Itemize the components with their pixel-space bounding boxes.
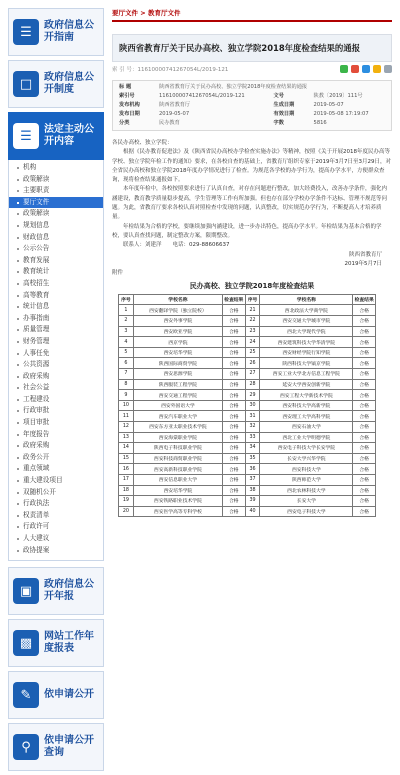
table-cell: 合格: [353, 496, 376, 507]
sidebar-head-label: 依申请公开: [44, 689, 94, 701]
table-cell: 合格: [353, 358, 376, 369]
table-cell: 34: [245, 443, 260, 454]
table-cell: 21: [245, 305, 260, 316]
body-paragraph: 本年度年检中，各校按照要求进行了认真自查，对存在问题进行整改，加大经费投入，改善办学条件，强化内涵建设，教育教学质量稳步提高，学生管理等工作有所加强。但也存在部分学校办学条件不达标、管理不规范等问题。为此，省教育厅要求各校认真对照检查中发现的问题，认真整改，切实规范办学行为，不断提高人才培养质量。: [112, 186, 388, 221]
body-paragraph: 年检结果为合格的学校，要继续加强内涵建设，进一步办出特色，提高办学水平。年检结果为基本合格的学校，要认真查找问题，制定整改方案，限期整改。: [112, 223, 382, 239]
table-cell: 西安建筑科技大学华清学院: [260, 337, 353, 348]
sidebar-item[interactable]: 要厅文件: [9, 197, 103, 209]
table-cell: 合格: [222, 369, 245, 380]
table-cell: 合格: [222, 485, 245, 496]
table-header: 序号: [119, 295, 134, 305]
sidebar-item[interactable]: 行政审批: [9, 405, 103, 417]
table-row: [119, 496, 376, 507]
table-cell: 合格: [353, 421, 376, 432]
table-cell: 合格: [222, 358, 245, 369]
table-cell: 西安工业大学北方信息工程学院: [260, 369, 353, 380]
share-bar: [340, 65, 392, 74]
article-body: [112, 139, 392, 278]
table-cell: 西安翻译学院（独立院校）: [133, 305, 222, 316]
table-cell: 合格: [353, 474, 376, 485]
meta-line-left: 索 引 号：11610000741267054L/2019-121: [112, 67, 229, 73]
sidebar-item[interactable]: 重点领域: [9, 463, 103, 475]
sidebar-item[interactable]: 项目审批: [9, 417, 103, 429]
sidebar-head-label: 政府信息公开年报: [44, 579, 94, 603]
table-cell: 26: [245, 358, 260, 369]
list-icon: ☰: [13, 123, 39, 149]
sidebar-list: [8, 160, 104, 561]
sidebar-item[interactable]: 政务公开: [9, 452, 103, 464]
table-cell: 西京学院: [133, 337, 222, 348]
table-cell: 合格: [222, 326, 245, 337]
table-cell: 31: [245, 411, 260, 422]
sidebar-item[interactable]: 重大建设项目: [9, 475, 103, 487]
meta-key: 有效日期: [273, 111, 295, 117]
sidebar-head-system[interactable]: [8, 60, 104, 108]
sidebar-item[interactable]: 财政信息: [9, 232, 103, 244]
table-header: 学校名称: [260, 295, 353, 305]
table-cell: 32: [245, 421, 260, 432]
table-cell: 西安财经学院行知学院: [260, 347, 353, 358]
sidebar-item[interactable]: 质量管理: [9, 324, 103, 336]
table-cell: 36: [245, 464, 260, 475]
table-cell: 35: [245, 453, 260, 464]
sidebar-item[interactable]: 公示公告: [9, 243, 103, 255]
table-cell: 合格: [353, 464, 376, 475]
contact-line: 联系人：刘建洋 电话：029-88606637: [123, 242, 230, 249]
meta-key: 发布机构: [119, 102, 140, 108]
sidebar-item[interactable]: 人事任免: [9, 348, 103, 360]
table-cell: 合格: [353, 316, 376, 327]
table-cell: 27: [245, 369, 260, 380]
table-row: [119, 305, 376, 316]
table-cell: 20: [119, 506, 134, 517]
meta-value: 2019-05-07: [159, 111, 190, 117]
table-header-row: [119, 295, 376, 305]
table-cell: 陕西师范大学: [260, 474, 353, 485]
meta-row: [117, 83, 387, 92]
table-cell: 合格: [222, 337, 245, 348]
sidebar-item[interactable]: 教育发展: [9, 255, 103, 267]
sidebar-head-annual-report[interactable]: [8, 567, 104, 615]
table-cell: 合格: [222, 443, 245, 454]
table-row: [119, 453, 376, 464]
table-cell: 西安欧亚学院: [133, 326, 222, 337]
table-header: 检查结果: [353, 295, 376, 305]
breadcrumb-link[interactable]: 要厅文件: [112, 9, 138, 17]
table-cell: 西安理工大学高科学院: [260, 411, 353, 422]
meta-key: 索引号: [119, 93, 135, 99]
table-cell: 西安科技大学: [260, 464, 353, 475]
table-cell: 西安科技商贸职业学院: [133, 453, 222, 464]
meta-table: [112, 80, 392, 131]
table-cell: 合格: [353, 411, 376, 422]
breadcrumb-separator: >: [138, 9, 148, 17]
table-cell: 28: [245, 379, 260, 390]
table-cell: 西安工程大学新技术学院: [260, 390, 353, 401]
table-cell: 6: [119, 358, 134, 369]
sidebar-item[interactable]: 统计信息: [9, 301, 103, 313]
table-cell: 合格: [222, 453, 245, 464]
query-icon: ⚲: [13, 734, 39, 760]
sidebar-item[interactable]: 社会公益: [9, 382, 103, 394]
table-cell: 合格: [222, 305, 245, 316]
meta-value: 11610000741267054L/2019-121: [159, 93, 245, 99]
sidebar-item[interactable]: 政策解读: [9, 208, 103, 220]
sidebar-item[interactable]: 高校招生: [9, 278, 103, 290]
sidebar-item[interactable]: 行政执法: [9, 498, 103, 510]
body-paragraph: 根据《民办教育促进法》及《陕西省民办高校办学检查实施办法》等精神，按照《关于开展2018年度民办高等学校、独立学院年检工作的通知》要求，在各校自查的基础上，省教育厅组织专家于2019年3月7日至3月29日，对全省民办高校和独立学院2018年度办学情况进行了检查。为规范各学校的办学行为，提高办学水平，方便群众查询，现将检查结果通报如下。: [112, 149, 391, 184]
table-cell: 西安铁路职业技术学院: [133, 496, 222, 507]
table-cell: 西安东方亚太职业技术学院: [133, 421, 222, 432]
table-row: [119, 443, 376, 454]
sidebar-item[interactable]: 政府采购: [9, 371, 103, 383]
table-cell: 长安大学兴华学院: [260, 453, 353, 464]
table-cell: 合格: [222, 432, 245, 443]
table-row: [119, 432, 376, 443]
table-cell: 29: [245, 390, 260, 401]
table-cell: 西安信息职业大学: [133, 474, 222, 485]
table-cell: 西北政法大学商学院: [260, 305, 353, 316]
table-cell: 合格: [353, 369, 376, 380]
salutation: 各民办高校、独立学院：: [112, 140, 173, 146]
table-cell: 合格: [353, 379, 376, 390]
table-cell: 33: [245, 432, 260, 443]
table-row: [119, 464, 376, 475]
table-header: 序号: [245, 295, 260, 305]
sidebar-item[interactable]: 高等教育: [9, 290, 103, 302]
table-cell: 西安海棠职业学院: [133, 432, 222, 443]
table-cell: 16: [119, 464, 134, 475]
table-cell: 3: [119, 326, 134, 337]
article-title-bar: [112, 34, 392, 62]
table-cell: 合格: [353, 485, 376, 496]
table-cell: 合格: [353, 347, 376, 358]
results-table: [118, 294, 376, 517]
meta-value: 5816: [313, 120, 327, 126]
table-cell: 合格: [222, 411, 245, 422]
sidebar-item[interactable]: 政协提案: [9, 545, 103, 557]
sidebar-item[interactable]: 办事指南: [9, 313, 103, 325]
table-cell: 合格: [222, 421, 245, 432]
table-cell: 西北农林科技大学: [260, 485, 353, 496]
table-row: [119, 326, 376, 337]
table-cell: 17: [119, 474, 134, 485]
sidebar-item[interactable]: 政策解读: [9, 174, 103, 186]
table-cell: 西安思源学院: [133, 369, 222, 380]
meta-value: 2019-05-08 17:19:07: [313, 111, 369, 117]
meta-row: [117, 92, 387, 101]
table-row: [119, 379, 376, 390]
table-cell: 合格: [353, 390, 376, 401]
table-row: [119, 485, 376, 496]
sidebar-head-request[interactable]: [8, 671, 104, 719]
sidebar-head-label: 政府信息公开指南: [44, 20, 94, 43]
attachment-label: 附件: [112, 270, 124, 277]
table-row: [119, 369, 376, 380]
sidebar-item[interactable]: 权责清单: [9, 510, 103, 522]
meta-line: [112, 65, 392, 74]
book-icon: □: [13, 71, 39, 97]
table-title: 民办高校、独立学院2018年度检查结果: [189, 282, 315, 291]
table-cell: 合格: [353, 305, 376, 316]
table-cell: 西安电子科技大学长安学院: [260, 443, 353, 454]
table-cell: 陕西科技大学镐京学院: [260, 358, 353, 369]
table-cell: 40: [245, 506, 260, 517]
table-cell: 西安交通工程学院: [133, 390, 222, 401]
table-row: [119, 421, 376, 432]
table-row: [119, 411, 376, 422]
meta-value: 陕西省教育厅关于民办高校、独立学院2018年度检查结果的通报: [159, 84, 308, 90]
table-cell: 8: [119, 379, 134, 390]
meta-key: 标 题: [119, 84, 132, 90]
table-cell: 39: [245, 496, 260, 507]
meta-row: [117, 119, 387, 128]
table-cell: 西安医学高等专科学校: [133, 506, 222, 517]
table-cell: 23: [245, 326, 260, 337]
breadcrumb: [112, 8, 392, 22]
sidebar-item[interactable]: 行政许可: [9, 521, 103, 533]
document-icon: ☰: [13, 19, 39, 45]
table-row: [119, 390, 376, 401]
table-cell: 西安科技大学高新学院: [260, 400, 353, 411]
table-cell: 25: [245, 347, 260, 358]
table-cell: 2: [119, 316, 134, 327]
sidebar-item[interactable]: 人大建议: [9, 533, 103, 545]
meta-key: 发布日期: [119, 111, 140, 117]
sidebar-item[interactable]: 规划信息: [9, 220, 103, 232]
sidebar-head-guide[interactable]: [8, 8, 104, 56]
table-cell: 陕西服装工程学院: [133, 379, 222, 390]
table-cell: 合格: [222, 464, 245, 475]
sidebar-head-web-report[interactable]: [8, 619, 104, 667]
table-cell: 合格: [222, 347, 245, 358]
meta-value: 民办教育: [159, 120, 180, 126]
request-icon: ✎: [13, 682, 39, 708]
signature-date: 2019年5月7日: [344, 260, 382, 267]
table-cell: 13: [119, 432, 134, 443]
sidebar-item[interactable]: 公共资源: [9, 359, 103, 371]
table-cell: 合格: [222, 316, 245, 327]
meta-value: 陕教〔2019〕111号: [313, 93, 363, 99]
chart-icon: ▩: [13, 630, 39, 656]
table-cell: 合格: [222, 506, 245, 517]
table-cell: 西安外国语大学: [133, 400, 222, 411]
sidebar-head-label: 政府信息公开制度: [44, 72, 94, 95]
meta-row: [117, 101, 387, 110]
table-cell: 38: [245, 485, 260, 496]
table-cell: 西北大学现代学院: [260, 326, 353, 337]
sidebar-head-label: 法定主动公开内容: [44, 124, 94, 147]
table-cell: 西安石油大学: [260, 421, 353, 432]
sidebar-head-label: 网站工作年度报表: [44, 631, 94, 655]
table-cell: 18: [119, 485, 134, 496]
table-cell: 合格: [222, 379, 245, 390]
table-row: [119, 358, 376, 369]
meta-key: 分类: [119, 120, 130, 126]
weibo-share-icon[interactable]: [351, 65, 359, 73]
sidebar-item[interactable]: 教育统计: [9, 266, 103, 278]
table-cell: 西安汽车职业大学: [133, 411, 222, 422]
table-cell: 西安外事学院: [133, 316, 222, 327]
table-cell: 西安培华学院: [133, 485, 222, 496]
table-cell: 14: [119, 443, 134, 454]
sidebar-item[interactable]: 政府采购: [9, 440, 103, 452]
table-cell: 西安电子科技大学: [260, 506, 353, 517]
table-row: [119, 506, 376, 517]
more-share-icon[interactable]: [384, 65, 392, 73]
table-cell: 10: [119, 400, 134, 411]
sidebar-item[interactable]: 财务管理: [9, 336, 103, 348]
table-cell: 长安大学: [260, 496, 353, 507]
main-content: [112, 8, 392, 517]
meta-key: 字数: [273, 120, 284, 126]
table-cell: 7: [119, 369, 134, 380]
table-cell: 西安培华学院: [133, 347, 222, 358]
table-cell: 15: [119, 453, 134, 464]
sidebar-head-label: 依申请公开查询: [44, 735, 94, 759]
table-cell: 19: [119, 496, 134, 507]
meta-value: 2019-05-07: [313, 102, 344, 108]
sidebar-item[interactable]: 工程建设: [9, 394, 103, 406]
sidebar-item[interactable]: 双随机公开: [9, 487, 103, 499]
sidebar-head-query[interactable]: [8, 723, 104, 771]
sidebar-head-content[interactable]: [8, 112, 104, 160]
sidebar: [8, 8, 104, 775]
table-cell: 西安高新科技职业学院: [133, 464, 222, 475]
table-cell: 西北工业大学明德学院: [260, 432, 353, 443]
table-row: [119, 316, 376, 327]
table-cell: 30: [245, 400, 260, 411]
report-icon: ▣: [13, 578, 39, 604]
table-cell: 22: [245, 316, 260, 327]
table-cell: 合格: [222, 400, 245, 411]
table-header: 学校名称: [133, 295, 222, 305]
table-cell: 陕西国际商贸学院: [133, 358, 222, 369]
table-cell: 西安交通大学城市学院: [260, 316, 353, 327]
table-cell: 4: [119, 337, 134, 348]
table-row: [119, 474, 376, 485]
table-cell: 合格: [353, 337, 376, 348]
table-row: [119, 347, 376, 358]
table-cell: 合格: [353, 326, 376, 337]
meta-value: 陕西省教育厅: [159, 102, 191, 108]
table-cell: 合格: [222, 390, 245, 401]
table-cell: 合格: [353, 443, 376, 454]
qq-share-icon[interactable]: [362, 65, 370, 73]
table-cell: 陕西电子科技职业学院: [133, 443, 222, 454]
table-cell: 11: [119, 411, 134, 422]
table-cell: 12: [119, 421, 134, 432]
table-cell: 24: [245, 337, 260, 348]
meta-key: 生成日期: [273, 102, 295, 108]
table-cell: 合格: [222, 496, 245, 507]
table-cell: 延安大学西安创新学院: [260, 379, 353, 390]
table-cell: 37: [245, 474, 260, 485]
sidebar-item[interactable]: 年度报告: [9, 429, 103, 441]
table-cell: 9: [119, 390, 134, 401]
sidebar-item[interactable]: 主要职责: [9, 185, 103, 197]
table-row: [119, 337, 376, 348]
meta-row: [117, 110, 387, 119]
qzone-share-icon[interactable]: [373, 65, 381, 73]
table-cell: 合格: [222, 474, 245, 485]
table-cell: 合格: [353, 400, 376, 411]
wechat-share-icon[interactable]: [340, 65, 348, 73]
signature-org: 陕西省教育厅: [348, 251, 382, 258]
table-cell: 合格: [353, 432, 376, 443]
table-cell: 合格: [353, 453, 376, 464]
table-cell: 5: [119, 347, 134, 358]
table-cell: 1: [119, 305, 134, 316]
table-row: [119, 400, 376, 411]
article-title: 陕西省教育厅关于民办高校、独立学院2018年度检查结果的通报: [119, 43, 361, 53]
table-cell: 合格: [353, 506, 376, 517]
table-header: 检查结果: [222, 295, 245, 305]
meta-key: 文号: [273, 93, 284, 99]
breadcrumb-current[interactable]: 教育厅文件: [147, 9, 181, 17]
sidebar-item[interactable]: 机构: [9, 162, 103, 174]
